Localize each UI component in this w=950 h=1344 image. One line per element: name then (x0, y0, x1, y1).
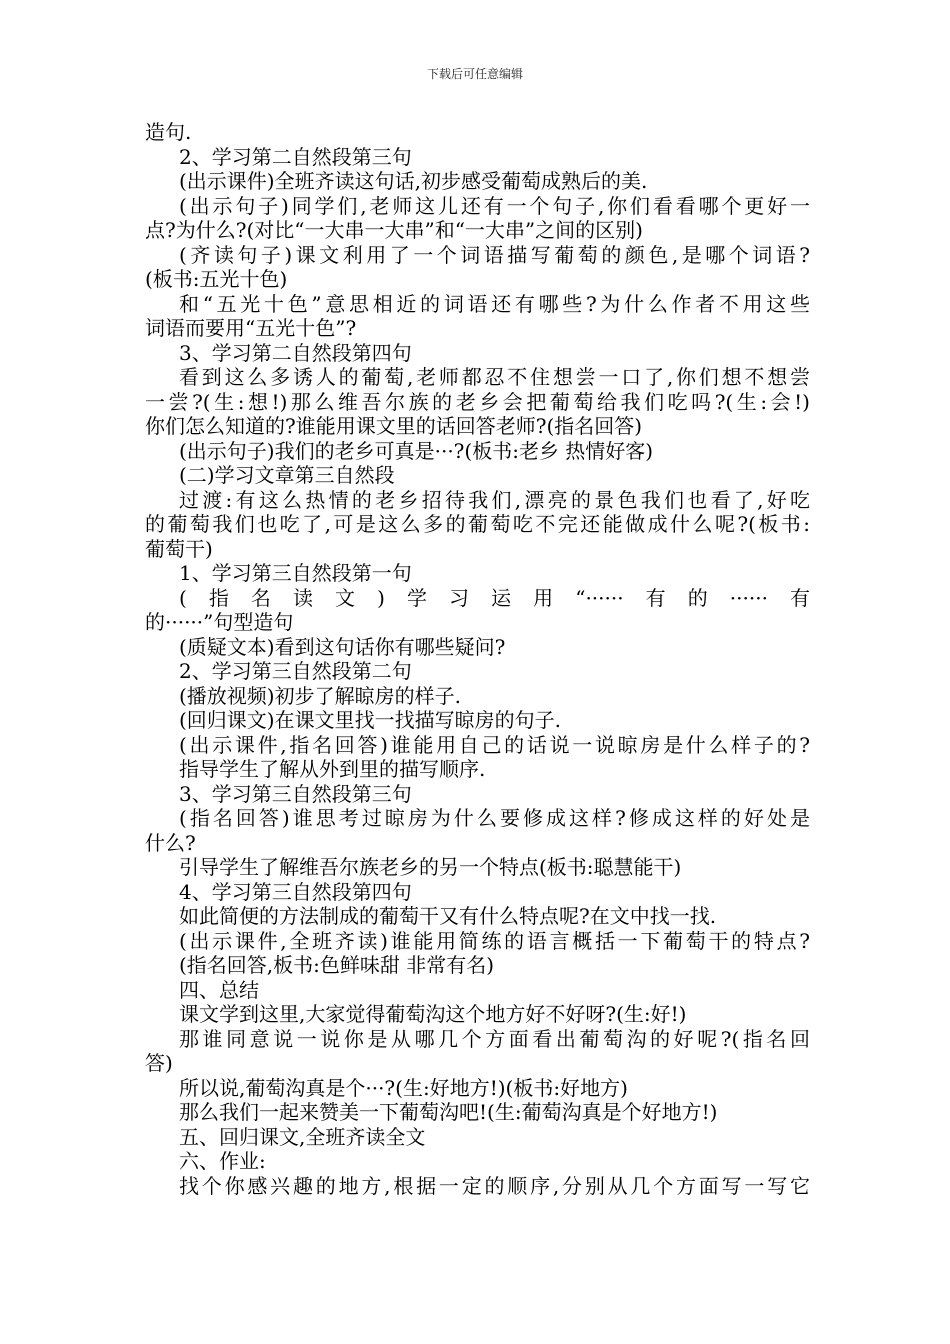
text-line: 找个你感兴趣的地方,根据一定的顺序,分别从几个方面写一写它 (179, 1173, 810, 1198)
text-line: 和“五光十色”意思相近的词语还有哪些?为什么作者不用这些 (179, 291, 810, 316)
text-line: 引导学生了解维吾尔族老乡的另一个特点(板书:聪慧能干) (179, 855, 682, 879)
text-line: 点?为什么?(对比“一大串一大串”和“一大串”之间的区别) (145, 218, 643, 242)
text-line: (指名回答)谁思考过晾房为什么要修成这样?修成这样的好处是 (179, 806, 810, 830)
text-line: 3、学习第二自然段第四句 (179, 340, 412, 365)
text-line: 什么? (145, 830, 196, 855)
text-line: 六、作业: (179, 1149, 266, 1173)
text-line: 2、学习第二自然段第三句 (179, 144, 412, 169)
text-line: 那么我们一起来赞美一下葡萄沟吧!(生:葡萄沟真是个好地方!) (179, 1100, 718, 1124)
page-header: 下载后可任意编辑 (426, 67, 523, 81)
text-line: (二)学习文章第三自然段 (179, 463, 395, 487)
text-line: (齐读句子)课文利用了一个词语描写葡萄的颜色,是哪个词语? (179, 242, 810, 267)
text-line: 过渡:有这么热情的老乡招待我们,漂亮的景色我们也看了,好吃 (179, 487, 810, 512)
text-line: 4、学习第三自然段第四句 (179, 879, 412, 904)
text-line: (出示句子)同学们,老师这儿还有一个句子,你们看看哪个更好一 (179, 193, 810, 218)
text-line: 造句. (145, 120, 192, 144)
text-line: (出示课件)全班齐读这句话,初步感受葡萄成熟后的美. (179, 169, 648, 193)
text-line: 五、回归课文,全班齐读全文 (179, 1124, 426, 1149)
text-line: 四、总结 (179, 977, 259, 1002)
text-line: 答) (145, 1051, 173, 1075)
text-line: 所以说,葡萄沟真是个···?(生:好地方!)(板书:好地方) (179, 1075, 628, 1100)
text-line: (出示课件,指名回答)谁能用自己的话说一说晾房是什么样子的? (179, 732, 810, 757)
text-line: 词语而要用“五光十色”? (145, 316, 357, 340)
text-line: 如此简便的方法制成的葡萄干又有什么特点呢?在文中找一找. (179, 904, 717, 928)
text-line: 1、学习第三自然段第一句 (179, 561, 412, 585)
text-line: (板书:五光十色) (145, 267, 288, 291)
text-line: 葡萄干) (145, 536, 213, 561)
text-line: 那谁同意说一说你是从哪几个方面看出葡萄沟的好呢?(指名回 (179, 1026, 810, 1051)
text-line: 3、学习第三自然段第三句 (179, 781, 412, 806)
text-line: (出示课件,全班齐读)谁能用简练的语言概括一下葡萄干的特点? (179, 928, 810, 953)
text-line: 的······”句型造句 (145, 610, 294, 634)
text-line: 一尝?(生:想!)那么维吾尔族的老乡会把葡萄给我们吃吗?(生:会!) (145, 389, 810, 414)
text-line: (指名读文)学习运用“······有的······有 (179, 585, 810, 610)
text-line: 课文学到这里,大家觉得葡萄沟这个地方好不好呀?(生:好!) (179, 1002, 687, 1026)
text-line: 你们怎么知道的?谁能用课文里的话回答老师?(指名回答) (145, 414, 643, 438)
text-line: 看到这么多诱人的葡萄,老师都忍不住想尝一口了,你们想不想尝 (179, 365, 810, 389)
text-line: (播放视频)初步了解晾房的样子. (179, 683, 461, 708)
text-line: (回归课文)在课文里找一找描写晾房的句子. (179, 708, 561, 732)
text-line: (质疑文本)看到这句话你有哪些疑问? (179, 634, 506, 659)
text-line: 2、学习第三自然段第二句 (179, 659, 412, 683)
text-line: 的葡萄我们也吃了,可是这么多的葡萄吃不完还能做成什么呢?(板书: (145, 512, 810, 536)
text-line: (出示句子)我们的老乡可真是···?(板书:老乡 热情好客) (179, 438, 654, 463)
text-line: (指名回答,板书:色鲜味甜 非常有名) (179, 953, 495, 977)
document-body (145, 120, 810, 1198)
text-line: 指导学生了解从外到里的描写顺序. (179, 757, 486, 781)
